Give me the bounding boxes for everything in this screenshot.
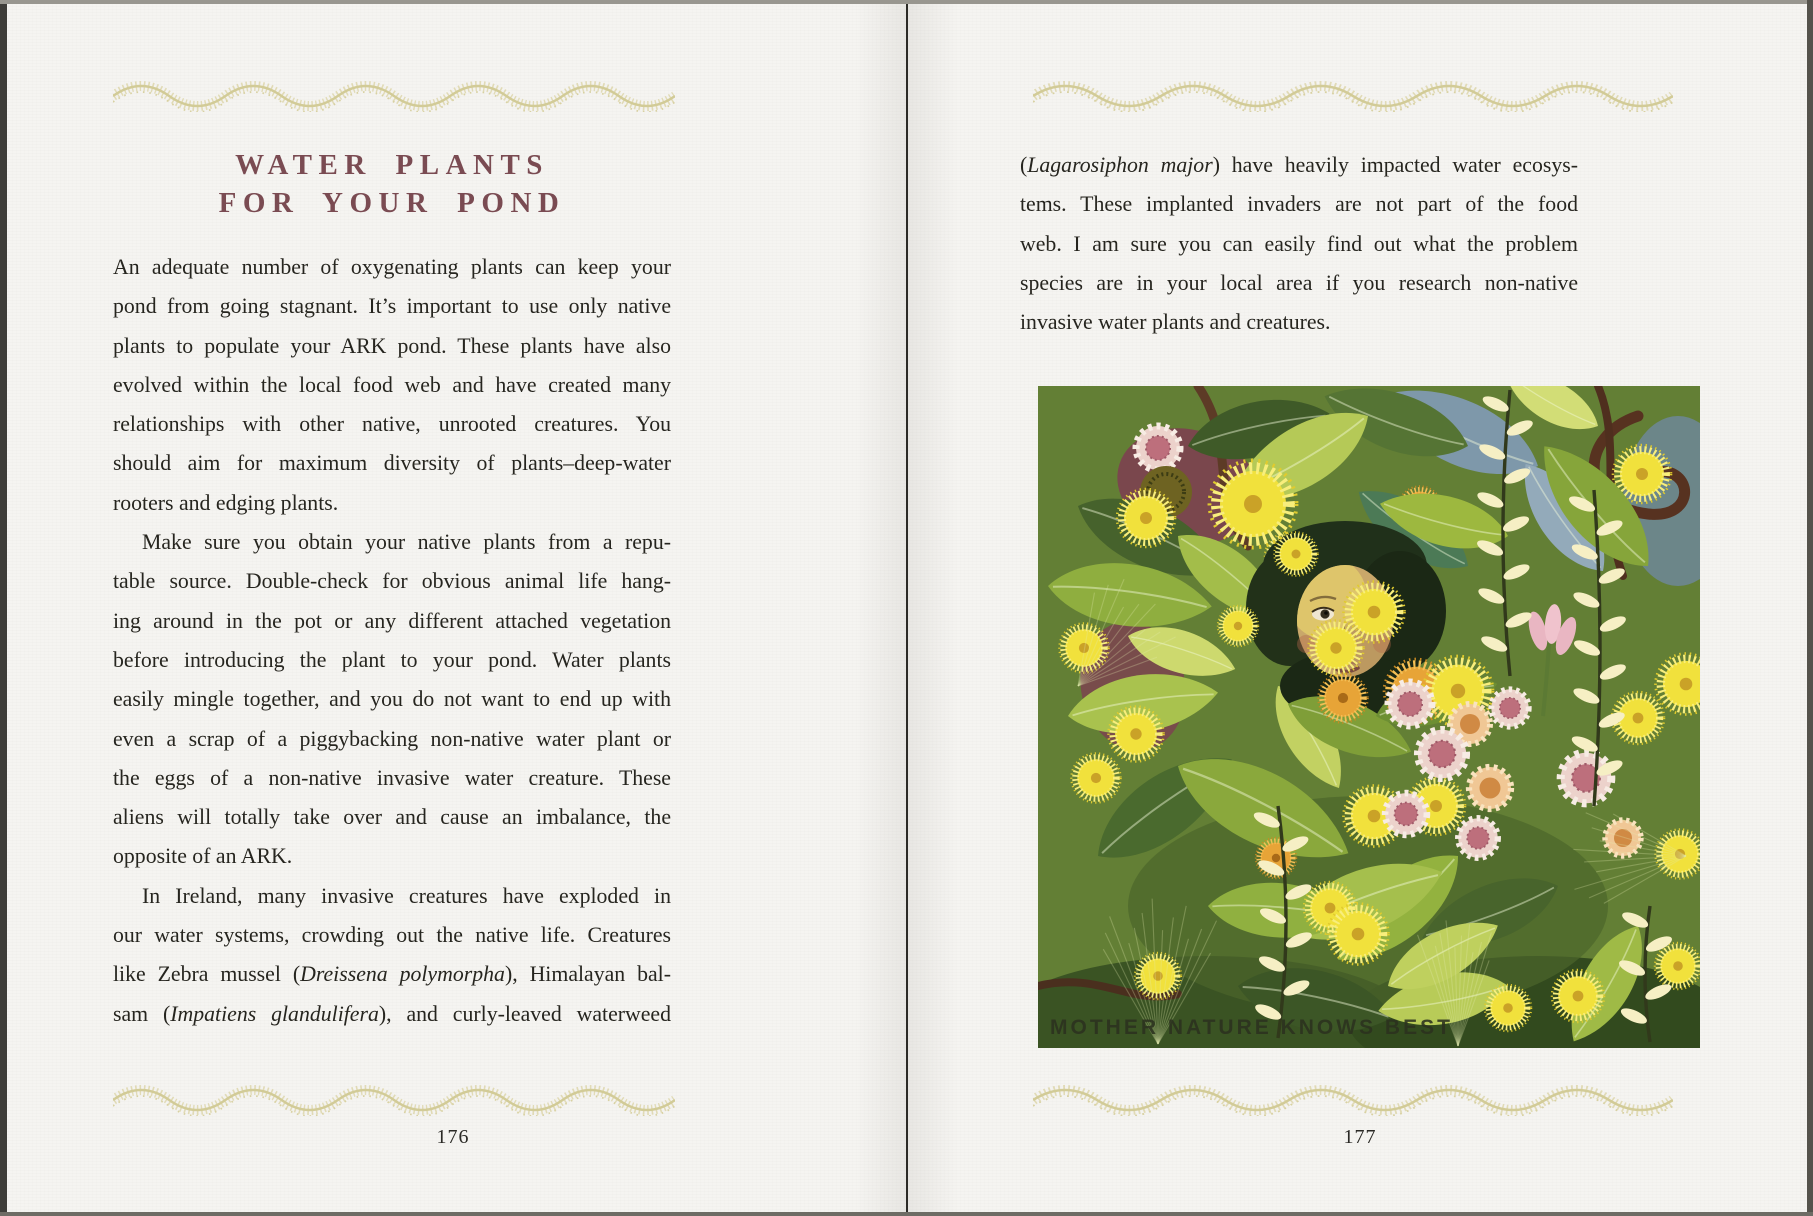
wave-ornament-top-left <box>113 76 675 112</box>
mother-nature-illustration <box>1038 386 1700 1048</box>
photo-edge-left <box>0 0 7 1216</box>
text-line: sam (Impatiens glandulifera), and curly-leaved waterweed <box>113 1001 671 1026</box>
text-line: before introducing the plant to your pond. Water plants <box>113 647 671 672</box>
page-title-line-1: WATER PLANTS <box>235 149 549 181</box>
wave-ornament-top-right <box>1033 76 1673 112</box>
text-line: even a scrap of a piggybacking non-native water plant or <box>113 726 671 751</box>
page-title-line-2: FOR YOUR POND <box>218 187 566 219</box>
photo-edge-bottom <box>0 1212 1813 1216</box>
text-line: plants to populate your ARK pond. These plants have also <box>113 333 671 358</box>
body-text-right <box>1020 146 1578 342</box>
text-line: (Lagarosiphon major) have heavily impacted water ecosys- <box>1020 153 1578 177</box>
text-line: tems. These implanted invaders are not part of the food <box>1020 192 1578 217</box>
left-page <box>0 0 906 1216</box>
text-line: aliens will totally take over and cause an imbalance, the <box>113 805 671 830</box>
photo-edge-top <box>0 0 1813 4</box>
wave-ornament <box>113 76 675 112</box>
text-line: In Ireland, many invasive creatures have exploded in <box>142 883 671 908</box>
wave-ornament <box>1033 1080 1673 1116</box>
photo-edge-right <box>1807 0 1813 1216</box>
text-line: opposite of an ARK. <box>113 844 293 869</box>
text-line: our water systems, crowding out the native life. Creatures <box>113 923 671 948</box>
text-line: ing around in the pot or any different attached vegetation <box>113 608 671 633</box>
wave-ornament-bottom-left <box>113 1080 675 1116</box>
text-line: evolved within the local food web and have created many <box>113 372 671 397</box>
illustration-caption: MOTHER NATURE KNOWS BEST <box>1050 1016 1453 1039</box>
text-line: the eggs of a non-native invasive water creature. These <box>113 765 671 790</box>
folio-left: 176 <box>436 1126 470 1148</box>
text-line: should aim for maximum diversity of plants–deep-water <box>113 451 671 476</box>
body-text-left <box>113 248 671 1034</box>
text-line: Make sure you obtain your native plants from a repu- <box>142 530 671 555</box>
wave-ornament <box>113 1080 675 1116</box>
text-line: invasive water plants and creatures. <box>1020 310 1331 335</box>
text-line: pond from going stagnant. It’s important to use only native <box>113 294 671 319</box>
wave-ornament-bottom-right <box>1033 1080 1673 1116</box>
text-line: table source. Double-check for obvious animal life hang- <box>113 569 671 594</box>
text-line: rooters and edging plants. <box>113 490 339 515</box>
wave-ornament <box>1033 76 1673 112</box>
spine-line <box>906 0 908 1216</box>
page-title <box>113 146 671 222</box>
text-line: relationships with other native, unrooted creatures. You <box>113 412 671 437</box>
illustration-canvas <box>1038 386 1700 1048</box>
text-line: species are in your local area if you research non-native <box>1020 270 1578 295</box>
folio-right: 177 <box>1343 1126 1377 1148</box>
text-line: easily mingle together, and you do not want to end up with <box>113 687 671 712</box>
text-line: An adequate number of oxygenating plants can keep your <box>113 255 671 279</box>
text-line: web. I am sure you can easily find out what the problem <box>1020 231 1578 256</box>
text-line: like Zebra mussel (Dreissena polymorpha), Himalayan bal- <box>113 962 672 987</box>
